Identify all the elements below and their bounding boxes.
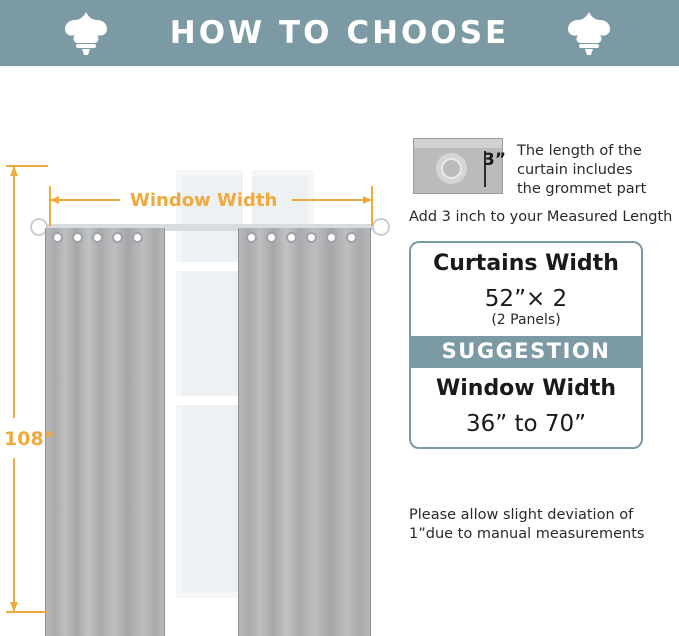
grommet-note <box>517 142 677 199</box>
curtains-width-value: 52”× 2 <box>484 286 568 312</box>
grommet-icon <box>52 232 63 243</box>
curtains-width-subtext: (2 Panels) <box>491 312 561 328</box>
grommet-icon <box>92 232 103 243</box>
grommet-dimension-label: 3” <box>483 150 507 170</box>
grommet-icon <box>306 232 317 243</box>
deviation-note <box>409 506 677 544</box>
grommet-icon <box>346 232 357 243</box>
page-title: HOW TO CHOOSE <box>169 15 510 51</box>
header-banner <box>0 0 679 66</box>
grommet-icon <box>132 232 143 243</box>
right-curtain-panel <box>238 228 371 636</box>
left-curtain-panel <box>45 228 165 636</box>
grommet-icon <box>112 232 123 243</box>
grommet-header-band <box>414 139 502 148</box>
grommet-icon <box>246 232 257 243</box>
left-panel-grommets <box>52 232 143 244</box>
right-panel-grommets <box>246 232 357 244</box>
right-info-column <box>405 66 679 636</box>
fleur-de-lis-icon <box>62 10 110 56</box>
window-width-dimension-label: Window Width <box>130 190 278 211</box>
window-width-title: Window Width <box>435 376 617 401</box>
deviation-note-line-1: Please allow slight deviation of <box>409 507 634 523</box>
curtains-width-title: Curtains Width <box>433 251 619 276</box>
curtain-length-dimension-label: 108” <box>4 428 57 450</box>
add-length-note: Add 3 inch to your Measured Length <box>409 209 673 225</box>
grommet-icon <box>72 232 83 243</box>
deviation-note-line-2: 1”due to manual measurements <box>409 526 645 543</box>
fleur-de-lis-icon <box>565 10 613 56</box>
window-width-value: 36” to 70” <box>465 411 587 437</box>
curtain-illustration <box>0 66 400 636</box>
suggestion-box <box>409 241 643 449</box>
grommet-icon <box>266 232 277 243</box>
grommet-icon <box>286 232 297 243</box>
grommet-note-line-3: the grommet part <box>517 181 647 198</box>
grommet-icon <box>326 232 337 243</box>
suggestion-banner: SUGGESTION <box>411 336 641 368</box>
grommet-note-line-1: The length of the <box>517 143 642 159</box>
grommet-note-line-2: curtain includes <box>517 162 633 179</box>
grommet-hole <box>443 160 460 177</box>
rod-finial-right <box>372 218 390 236</box>
